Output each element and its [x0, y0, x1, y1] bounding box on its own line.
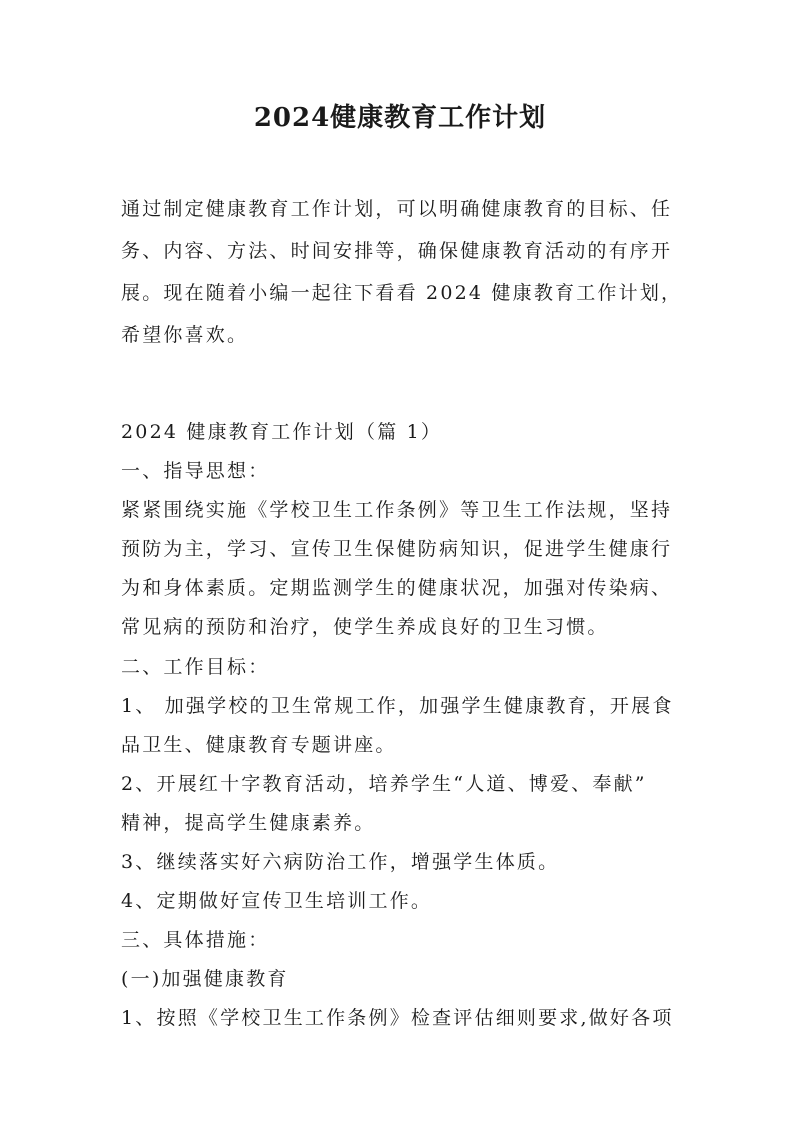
intro-line: 希望你喜欢。: [121, 324, 249, 346]
body-line: 紧紧围绕实施《学校卫生工作条例》等卫生工作法规，坚持: [121, 499, 673, 522]
list-item: 3、继续落实好六病防治工作，增强学生体质。: [121, 851, 560, 874]
intro-line: 务、内容、方法、时间安排等，确保健康教育活动的有序开: [121, 240, 673, 262]
body-content: [121, 413, 691, 1039]
body-line: 常见病的预防和治疗，使学生养成良好的卫生习惯。: [121, 616, 609, 639]
body-line: 预防为主，学习、宣传卫生保健防病知识，促进学生健康行: [121, 538, 673, 561]
subsection-heading: 二、工作目标：: [121, 655, 270, 678]
list-item-continued: 精神，提高学生健康素养。: [121, 811, 376, 834]
list-item: 1、按照《学校卫生工作条例》检查评估细则要求,做好各项: [121, 1007, 674, 1030]
subsection-heading: 一、指导思想：: [121, 460, 270, 483]
list-item-continued: 品卫生、健康教育专题讲座。: [121, 733, 397, 756]
sub-subsection-heading: (一)加强健康教育: [121, 968, 289, 991]
body-line: 为和身体素质。定期监测学生的健康状况，加强对传染病、: [121, 577, 673, 600]
list-item: 2、开展红十字教育活动，培养学生“人道、博爱、奉献”: [121, 772, 647, 795]
list-item: 1、 加强学校的卫生常规工作，加强学生健康教育，开展食: [121, 694, 674, 717]
intro-paragraph: [121, 188, 691, 356]
list-item: 4、定期做好宣传卫生培训工作。: [121, 890, 433, 913]
intro-line: 展。现在随着小编一起往下看看 2024 健康教育工作计划，: [121, 282, 683, 304]
document-title: 2024健康教育工作计划: [253, 103, 547, 133]
section-heading: 2024 健康教育工作计划（篇 1）: [121, 421, 443, 443]
intro-line: 通过制定健康教育工作计划，可以明确健康教育的目标、任: [121, 198, 673, 220]
subsection-heading: 三、具体措施：: [121, 929, 270, 952]
